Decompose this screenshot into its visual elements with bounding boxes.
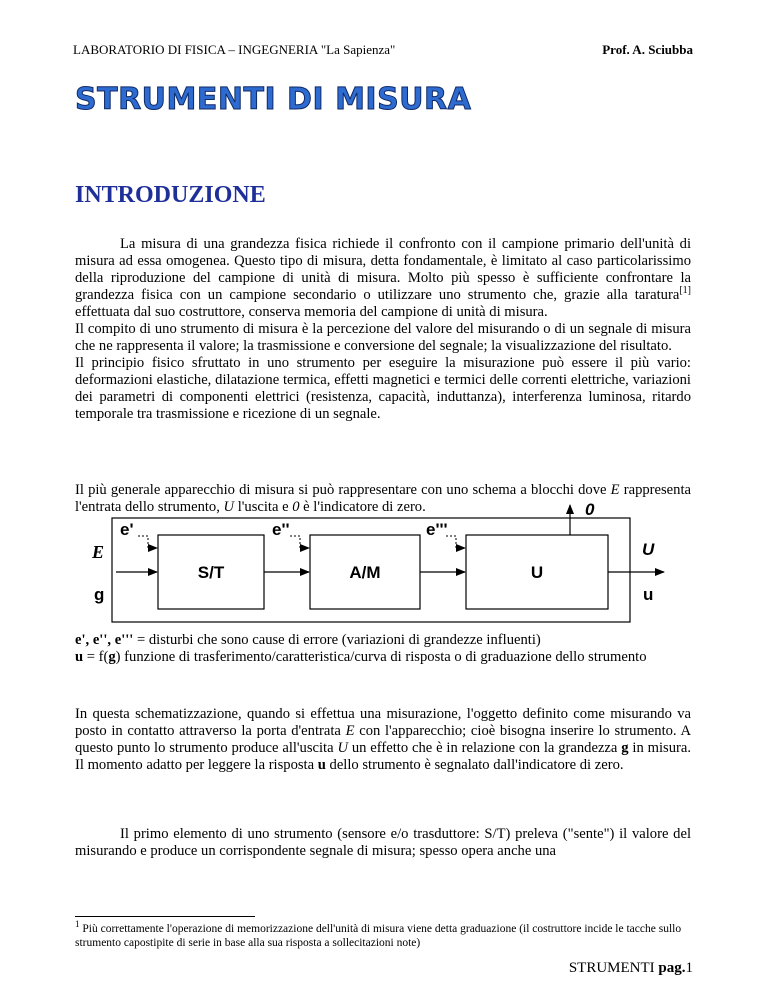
block-u-label: U [530, 563, 544, 582]
label-e1: e' [120, 520, 134, 539]
disturbance-arrow-3 [446, 536, 465, 548]
legend-line-1 [75, 632, 691, 649]
schema-b: con l'apparecchio; cioè bisogna inserire lo strumento. A questo punto lo strumento produce all'uscita [75, 723, 692, 756]
intro-p1-end: effettuata dal suo costruttore, conserva memoria del campione di unità di misura. [75, 304, 548, 320]
footnote-separator [75, 916, 255, 917]
intro-paragraph-2: Il compito di uno strumento di misura è la percezione del valore del misurando o di un segnale di misura che ne rappresenta il valore; la trasmissione e conversione del segnale; la visualizzazione del risultato. [75, 321, 691, 354]
diagram-intro-b: rappresenta l'entrata dello strumento, [75, 482, 691, 515]
symbol-zero: 0 [292, 499, 300, 515]
header-author: Prof. A. Sciubba [602, 42, 693, 57]
label-zero: 0 [585, 500, 595, 519]
schema-e: dello strumento è segnalato dall'indicatore di zero. [325, 757, 624, 773]
label-e2: e'' [272, 520, 290, 539]
legend-disturbance-text: = disturbi che sono cause di errore (variazioni di grandezze influenti) [133, 632, 541, 648]
page-abbrev: pag. [658, 960, 686, 976]
first-element-text: Il primo elemento di uno strumento (sensore e/o trasduttore: S/T) preleva ("sente") il valore del misurando e produce un corrispondente segnale di misura; spesso opera anche una [75, 826, 691, 859]
schema-E: E [345, 723, 355, 739]
block-am-label: A/M [349, 563, 381, 582]
diagram-intro-c: l'uscita e [234, 499, 293, 515]
intro-p1-start: La misura di una grandezza fisica richiede il confronto con il campione primario dell'unità di misura ad essa omogenea. Questo tipo di misura, detta fondamentale, è limitato al caso particolarissimo della riproduzione del campione di unità di misura. Molto più spesso è sufficiente confrontare la grandezza fisica con un campione secondario o utilizzare uno strumento che, grazie alla taratura [75, 236, 691, 303]
schema-a: In questa schematizzazione, quando si effettua una misurazione, l'oggetto definito come misurando va posto in contatto attraverso la porta d'entrata [75, 706, 691, 739]
schema-g: g [621, 740, 629, 756]
page-label: STRUMENTI [568, 960, 659, 976]
label-U-output: U [642, 540, 655, 559]
label-e3: e''' [426, 520, 448, 539]
section-title: INTRODUZIONE [75, 182, 266, 208]
first-element-paragraph [75, 826, 691, 860]
schema-paragraph [75, 706, 691, 774]
symbol-U: U [223, 499, 235, 515]
symbol-E: E [610, 482, 620, 498]
block-st-label: S/T [197, 563, 225, 582]
label-g: g [94, 585, 105, 604]
page-title: STRUMENTI DI MISURA [75, 82, 472, 117]
legend-disturbance-symbols: e', e'', e''' [75, 632, 134, 648]
disturbance-arrow-1 [138, 536, 157, 548]
label-u-output: u [643, 585, 654, 604]
footnote-number: 1 [75, 919, 80, 930]
page-number [569, 960, 693, 977]
schema-d: in misura. Il momento adatto per leggere la risposta [75, 740, 691, 773]
diagram-legend [75, 632, 691, 666]
disturbance-arrow-2 [290, 536, 309, 548]
page-num: 1 [685, 960, 693, 976]
schema-c: un effetto che è in relazione con la grandezza [348, 740, 622, 756]
footnote-text: Più correttamente l'operazione di memorizzazione dell'unità di misura viene detta graduazione (il costruttore incide le tacche sullo strumento capostipite di serie in base alla sua risposta a sollecitazioni note) [75, 923, 682, 949]
header-course: LABORATORIO DI FISICA – INGEGNERIA "La Sapienza" [73, 42, 396, 57]
diagram-intro-d: è l'indicatore di zero. [299, 499, 426, 515]
diagram-intro-a: Il più generale apparecchio di misura si può rappresentare con uno schema a blocchi dove [75, 482, 611, 498]
legend-f-open: = f( [83, 649, 109, 665]
schema-u: u [317, 757, 326, 773]
footnote-ref[interactable]: [1] [679, 285, 691, 297]
legend-g: g [108, 649, 116, 665]
label-E: E [92, 542, 105, 562]
schema-U: U [337, 740, 348, 756]
legend-transfer-text: ) funzione di trasferimento/caratteristica/curva di risposta o di graduazione dello strumento [115, 649, 647, 665]
footnote [75, 919, 691, 950]
legend-line-2 [75, 649, 691, 666]
intro-paragraph-3: Il principio fisico sfruttato in uno strumento per eseguire la misurazione può essere il più vario: deformazioni elastiche, dilatazione termica, effetti magnetici e termici delle correnti elettriche, variazioni dei parametri di componenti elettrici (resistenza, capacità, induttanza), interferenza luminosa, ritardo temporale tra trasmissione e ricezione di un segnale. [75, 355, 691, 422]
legend-u: u [75, 649, 84, 665]
